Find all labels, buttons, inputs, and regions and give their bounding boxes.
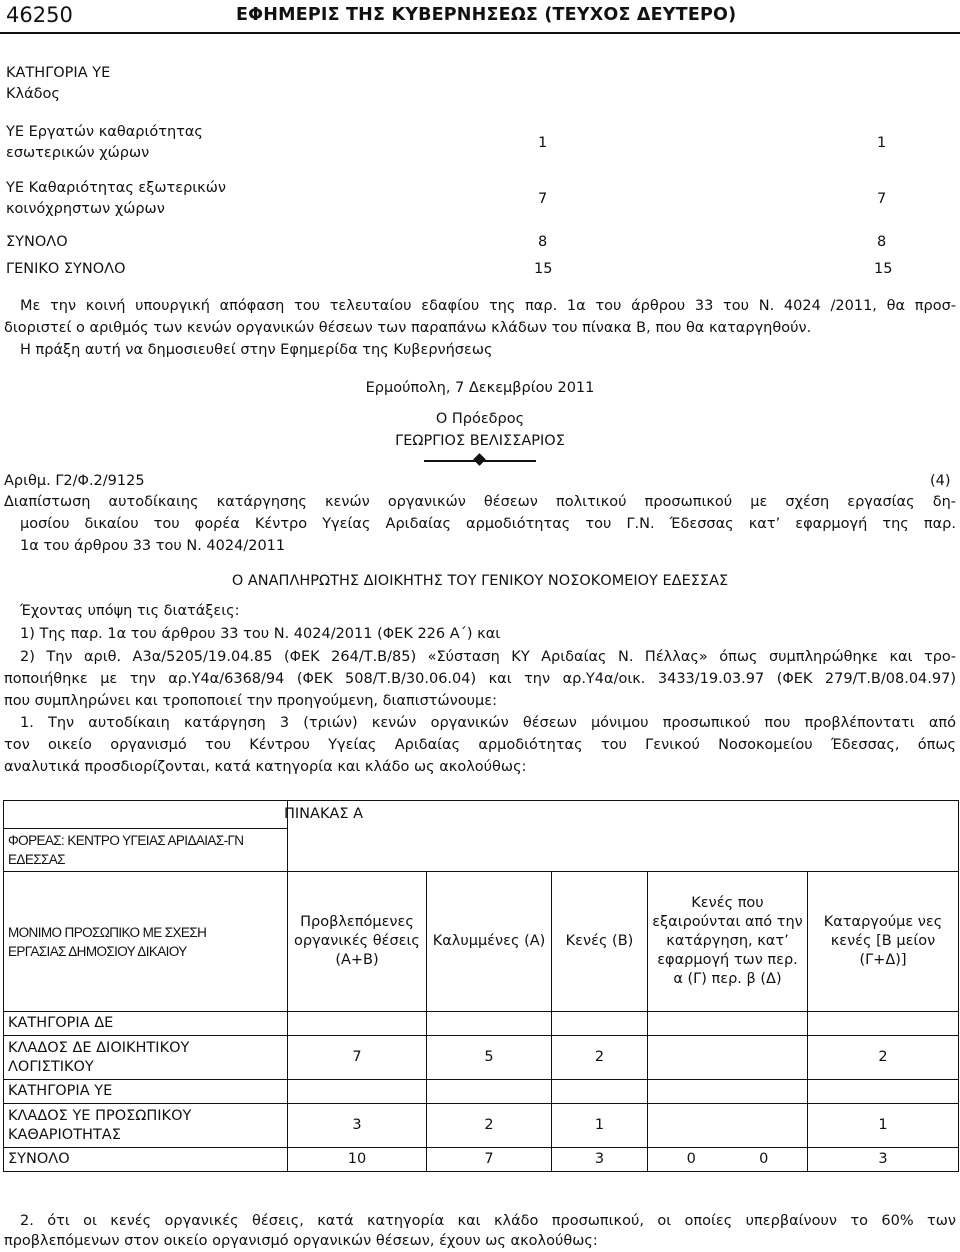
gazette-title: ΕΦΗΜΕΡΙΣ ΤΗΣ ΚΥΒΕΡΝΗΣΕΩΣ (ΤΕΥΧΟΣ ΔΕΥΤΕΡΟ) xyxy=(236,5,737,25)
top-branch-label: Κλάδος xyxy=(6,86,60,102)
top-grand-total-a: 15 xyxy=(534,261,553,277)
considering-item-2-line1: 2) Την αριθ. Α3α/5205/19.04.85 (ΦΕΚ 264/Τ.Β/85) «Σύσταση ΚΥ Αριδαίας Ν. Πέλλας» όπως συμπληρώθηκε και τρο- xyxy=(20,649,956,665)
category-ye: ΚΑΤΗΓΟΡΙΑ ΥΕ xyxy=(4,1080,288,1104)
point2-line2: προβλεπόμενων στον οικείο οργανισμό οργανικών θέσεων, έχουν ως ακολούθως: xyxy=(4,1233,598,1249)
top-grand-total-label: ΓΕΝΙΚΟ ΣΥΝΟΛΟ xyxy=(6,261,126,277)
branch-ye-excluded xyxy=(648,1104,808,1148)
branch-ye xyxy=(4,1104,288,1148)
decision-authority: Ο ΑΝΑΠΛΗΡΩΤΗΣ ΔΙΟΙΚΗΤΗΣ ΤΟΥ ΓΕΝΙΚΟΥ ΝΟΣΟΚΟΜΕΙΟΥ ΕΔΕΣΣΑΣ xyxy=(231,573,729,589)
decision-title-line1: Διαπίστωση αυτοδίκαιης κατάργησης κενών οργανικών θέσεων πολιτικού προσωπικού με σχέση εργασίας δη- xyxy=(4,494,956,510)
top-category: ΚΑΤΗΓΟΡΙΑ ΥΕ xyxy=(6,65,111,81)
branch-de-line2: ΛΟΓΙΣΤΙΚΟΥ xyxy=(8,1058,94,1075)
col-excluded-header: Κενές που εξαιρούνται από την κατάργηση, κατ’ εφαρμογή των περ. α (Γ) περ. β (Δ) xyxy=(648,872,808,1012)
considering-item-1: 1) Της παρ. 1α του άρθρου 33 του Ν. 4024/2011 (ΦΕΚ 226 Α΄) και xyxy=(20,626,501,642)
top-total-a: 8 xyxy=(538,234,548,250)
table-a-header-row xyxy=(4,872,959,1012)
branch-ye-vacant: 1 xyxy=(552,1104,648,1148)
signature-place-date: Ερμούπολη, 7 Δεκεμβρίου 2011 xyxy=(365,380,595,396)
point1-line3: αναλυτικά προσδιορίζονται, κατά κατηγορία και κλάδο ως ακολούθως: xyxy=(4,759,527,775)
staff-type-line1: ΜΟΝΙΜΟ ΠΡΟΣΩΠΙΚΟ ΜΕ ΣΧΕΣΗ xyxy=(8,924,207,940)
top-total-b: 8 xyxy=(877,234,887,250)
total-excluded-b: 0 xyxy=(759,1151,769,1167)
total-excluded xyxy=(648,1148,808,1172)
top-row-2-b: 7 xyxy=(877,191,887,207)
table-a-staff-type xyxy=(4,872,288,1012)
table-row-category-ye xyxy=(4,1080,959,1104)
para1-line3: Η πράξη αυτή να δημοσιευθεί στην Εφημερίδα της Κυβερνήσεως xyxy=(20,342,493,358)
table-a-agency: ΦΟΡΕΑΣ: ΚΕΝΤΡΟ ΥΓΕΙΑΣ ΑΡΙΔΑΙΑΣ-ΓΝ ΕΔΕΣΣΑΣ xyxy=(4,829,288,872)
branch-ye-line1: ΚΛΑΔΟΣ ΥΕ ΠΡΟΣΩΠΙΚΟΥ xyxy=(8,1107,192,1124)
branch-ye-line2: ΚΑΘΑΡΙΟΤΗΤΑΣ xyxy=(8,1126,121,1143)
separator-diamond-icon xyxy=(473,453,486,466)
table-a-blank-cell xyxy=(4,801,288,829)
considering-intro: Έχοντας υπόψη τις διατάξεις: xyxy=(20,603,240,619)
table-a-title-row xyxy=(4,801,959,829)
signature-role: Ο Πρόεδρος xyxy=(435,411,525,427)
top-row-1-line1: ΥΕ Εργατών καθαριότητας xyxy=(6,124,203,140)
considering-item-2-line3: που συμπληρώνει και τροποποιεί την προηγούμενη, διαπιστώνουμε: xyxy=(4,693,497,709)
branch-de-excluded xyxy=(648,1036,808,1080)
total-abolished: 3 xyxy=(808,1148,959,1172)
total-provisioned: 10 xyxy=(288,1148,427,1172)
total-filled: 7 xyxy=(427,1148,552,1172)
branch-de xyxy=(4,1036,288,1080)
top-row-1-b: 1 xyxy=(877,135,887,151)
top-row-1-line2: εσωτερικών χώρων xyxy=(6,145,150,161)
top-row-2-line2: κοινόχρηστων χώρων xyxy=(6,201,165,217)
decision-title-line3: 1α του άρθρου 33 του Ν. 4024/2011 xyxy=(20,538,286,554)
top-grand-total-b: 15 xyxy=(874,261,893,277)
point2-line1: 2. ότι οι κενές οργανικές θέσεις, κατά κατηγορία και κλάδο προσωπικού, οι οποίες υπερβαίνουν το 60% των xyxy=(20,1213,956,1229)
page-number: 46250 xyxy=(6,3,73,27)
point1-line2: τον οικείο οργανισμό του Κέντρου Υγείας Αριδαίας αρμοδιότητας του Γενικού Νοσοκομείου Έδεσσας, όπως xyxy=(4,737,956,753)
decision-title-line2: μοσίου δικαίου του φορέα Κέντρο Υγείας Αριδαίας αρμοδιότητας του Γ.Ν. Έδεσσας κατ’ εφαρμογή της παρ. xyxy=(20,516,956,532)
top-row-2-line1: ΥΕ Καθαριότητας εξωτερικών xyxy=(6,180,226,196)
top-row-1-a: 1 xyxy=(538,135,548,151)
table-a-title: ΠΙΝΑΚΑΣ Α xyxy=(284,806,364,823)
branch-de-filled: 5 xyxy=(427,1036,552,1080)
table-row-category-de xyxy=(4,1012,959,1036)
para1-line2: διοριστεί ο αριθμός των κενών οργανικών θέσεων των παραπάνω κλάδων του πίνακα Β, που θα καταργηθούν. xyxy=(4,320,812,336)
table-a-title-cell xyxy=(284,801,959,829)
col-abolished-header: Καταργούμε νες κενές [Β μείον (Γ+Δ)] xyxy=(808,872,959,1012)
point1-line1: 1. Την αυτοδίκαιη κατάργηση 3 (τριών) κενών οργανικών θέσεων μόνιμου προσωπικού που προβλέποντατι από xyxy=(20,715,956,731)
branch-de-line1: ΚΛΑΔΟΣ ΔΕ ΔΙΟΙΚΗΤΙΚΟΥ xyxy=(8,1039,190,1056)
branch-ye-provisioned: 3 xyxy=(288,1104,427,1148)
decision-index: (4) xyxy=(930,473,951,489)
table-row-branch-de xyxy=(4,1036,959,1080)
total-vacant: 3 xyxy=(552,1148,648,1172)
table-row-branch-ye xyxy=(4,1104,959,1148)
top-row-2-a: 7 xyxy=(538,191,548,207)
branch-de-provisioned: 7 xyxy=(288,1036,427,1080)
total-label: ΣΥΝΟΛΟ xyxy=(4,1148,288,1172)
staff-type-line2: ΕΡΓΑΣΙΑΣ ΔΗΜΟΣΙΟΥ ΔΙΚΑΙΟΥ xyxy=(8,943,187,959)
decision-number: Αριθμ. Γ2/Φ.2/9125 xyxy=(4,473,145,489)
total-excluded-a: 0 xyxy=(686,1151,696,1167)
col-provisioned-header: Προβλεπόμενες οργανικές θέσεις (Α+Β) xyxy=(288,872,427,1012)
branch-ye-filled: 2 xyxy=(427,1104,552,1148)
branch-de-abolished: 2 xyxy=(808,1036,959,1080)
table-row-total xyxy=(4,1148,959,1172)
considering-item-2-line2: ποποιήθηκε με την αρ.Υ4α/6368/94 (ΦΕΚ 508/Τ.Β/30.06.04) και την αρ.Υ4α/οικ. 3433/19.03.97 (ΦΕΚ 279/Τ.Β/08.04.97) xyxy=(4,671,956,687)
category-de: ΚΑΤΗΓΟΡΙΑ ΔΕ xyxy=(4,1012,288,1036)
col-filled-header: Καλυμμένες (Α) xyxy=(427,872,552,1012)
table-a-agency-row xyxy=(4,829,959,872)
table-a-agency-filler xyxy=(288,829,959,872)
header-rule xyxy=(0,32,960,34)
branch-ye-abolished: 1 xyxy=(808,1104,959,1148)
top-total-label: ΣΥΝΟΛΟ xyxy=(6,234,68,250)
signature-name: ΓΕΩΡΓΙΟΣ ΒΕΛΙΣΣΑΡΙΟΣ xyxy=(395,433,565,449)
para1-line1: Με την κοινή υπουργική απόφαση του τελευταίου εδαφίου της παρ. 1α του άρθρου 33 του Ν. 4024 /2011, θα προσ- xyxy=(20,298,956,314)
col-vacant-header: Κενές (Β) xyxy=(552,872,648,1012)
table-a xyxy=(3,800,959,1172)
branch-de-vacant: 2 xyxy=(552,1036,648,1080)
